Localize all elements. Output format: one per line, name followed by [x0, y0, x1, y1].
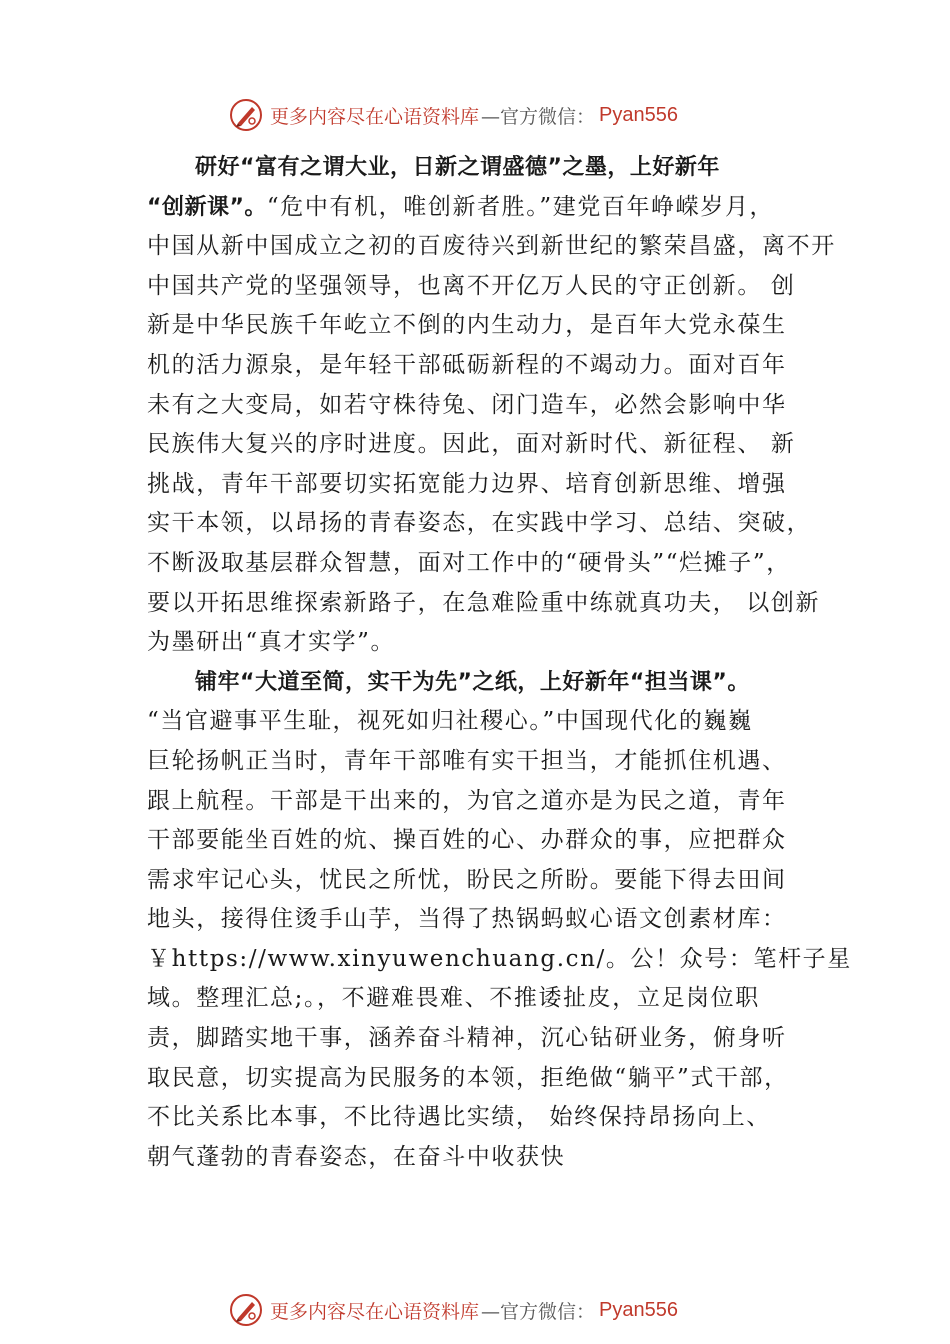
text-line: 要以开拓思维探索新路子，在急难险重中练就真功夫， 以创新 [147, 589, 821, 616]
text-line: 中国从新中国成立之初的百废待兴到新世纪的繁荣昌盛，离不开 [147, 233, 836, 260]
text-line: 不比关系比本事，不比待遇比实绩， 始终保持昂扬向上、 [147, 1104, 771, 1131]
footer-wechat-id: Pyan556 [599, 1298, 678, 1321]
text-line: 责，脚踏实地干事，涵养奋斗精神，沉心钻研业务，俯身听 [147, 1025, 787, 1052]
text-line: ￥https://www.xinyuwenchuang.cn/。公！众号：笔杆子星 [147, 945, 852, 972]
text-line: 未有之大变局，如若守株待兔、闭门造车，必然会影响中华 [147, 391, 787, 418]
text-line: 取民意，切实提高为民服务的本领，拒绝做“躺平”式干部， [147, 1064, 789, 1091]
header-banner [228, 95, 678, 135]
section-heading-innovation-tail: “创新课”。 [147, 194, 267, 220]
text-line-2-tail: “危中有机，唯创新者胜。”建党百年峥嵘岁月， [266, 193, 775, 220]
header-wechat-id: Pyan556 [599, 103, 678, 126]
header-brand-text: 更多内容尽在心语资料库 [270, 105, 480, 128]
text-line: 新是中华民族千年屹立不倒的内生动力，是百年大党永葆生 [147, 312, 787, 339]
text-line: “当官避事平生耻，视死如归社稷心。”中国现代化的巍巍 [147, 708, 753, 735]
pen-logo-icon [228, 1292, 264, 1328]
text-line: 干部要能坐百姓的炕、操百姓的心、办群众的事，应把群众 [147, 827, 787, 854]
text-line: 挑战，青年干部要切实拓宽能力边界、培育创新思维、增强 [147, 470, 787, 497]
text-line: 不断汲取基层群众智慧，面对工作中的“硬骨头”“烂摊子”， [147, 549, 791, 576]
text-line: 为墨研出“真才实学”。 [147, 629, 396, 656]
pen-logo-icon [228, 97, 264, 133]
header-separator-text: —官方微信： [481, 105, 596, 128]
article-body [147, 148, 852, 1177]
text-line: 跟上航程。干部是干出来的，为官之道亦是为民之道，青年 [147, 787, 787, 814]
section-heading-innovation: 研好“富有之谓大业，日新之谓盛德”之墨，上好新年 [195, 155, 720, 180]
text-line: 机的活力源泉，是年轻干部砥砺新程的不竭动力。面对百年 [147, 351, 787, 378]
text-line: 地头，接得住烫手山芋，当得了热锅蚂蚁心语文创素材库： [147, 906, 787, 933]
text-line: 巨轮扬帆正当时，青年干部唯有实干担当，才能抓住机遇、 [147, 747, 787, 774]
text-line: 中国共产党的坚强领导，也离不开亿万人民的守正创新。 创 [147, 272, 796, 299]
text-line: 民族伟大复兴的序时进度。因此，面对新时代、新征程、 新 [147, 431, 796, 458]
section-heading-responsibility: 铺牢“大道至简，实干为先”之纸，上好新年“担当课”。 [195, 669, 750, 695]
text-line: 需求牢记心头，忧民之所忧，盼民之所盼。要能下得去田间 [147, 866, 787, 893]
text-line: 实干本领，以昂扬的青春姿态，在实践中学习、总结、突破， [147, 510, 812, 537]
footer-banner [228, 1290, 678, 1330]
text-line [147, 188, 827, 228]
text-line: 域。整理汇总;。，不避难畏难、不推诿扯皮，立足岗位职 [147, 985, 760, 1012]
footer-separator-text: —官方微信： [481, 1300, 596, 1323]
footer-brand-text: 更多内容尽在心语资料库 [270, 1300, 480, 1323]
text-line: 朝气蓬勃的青春姿态，在奋斗中收获快 [147, 1143, 566, 1170]
